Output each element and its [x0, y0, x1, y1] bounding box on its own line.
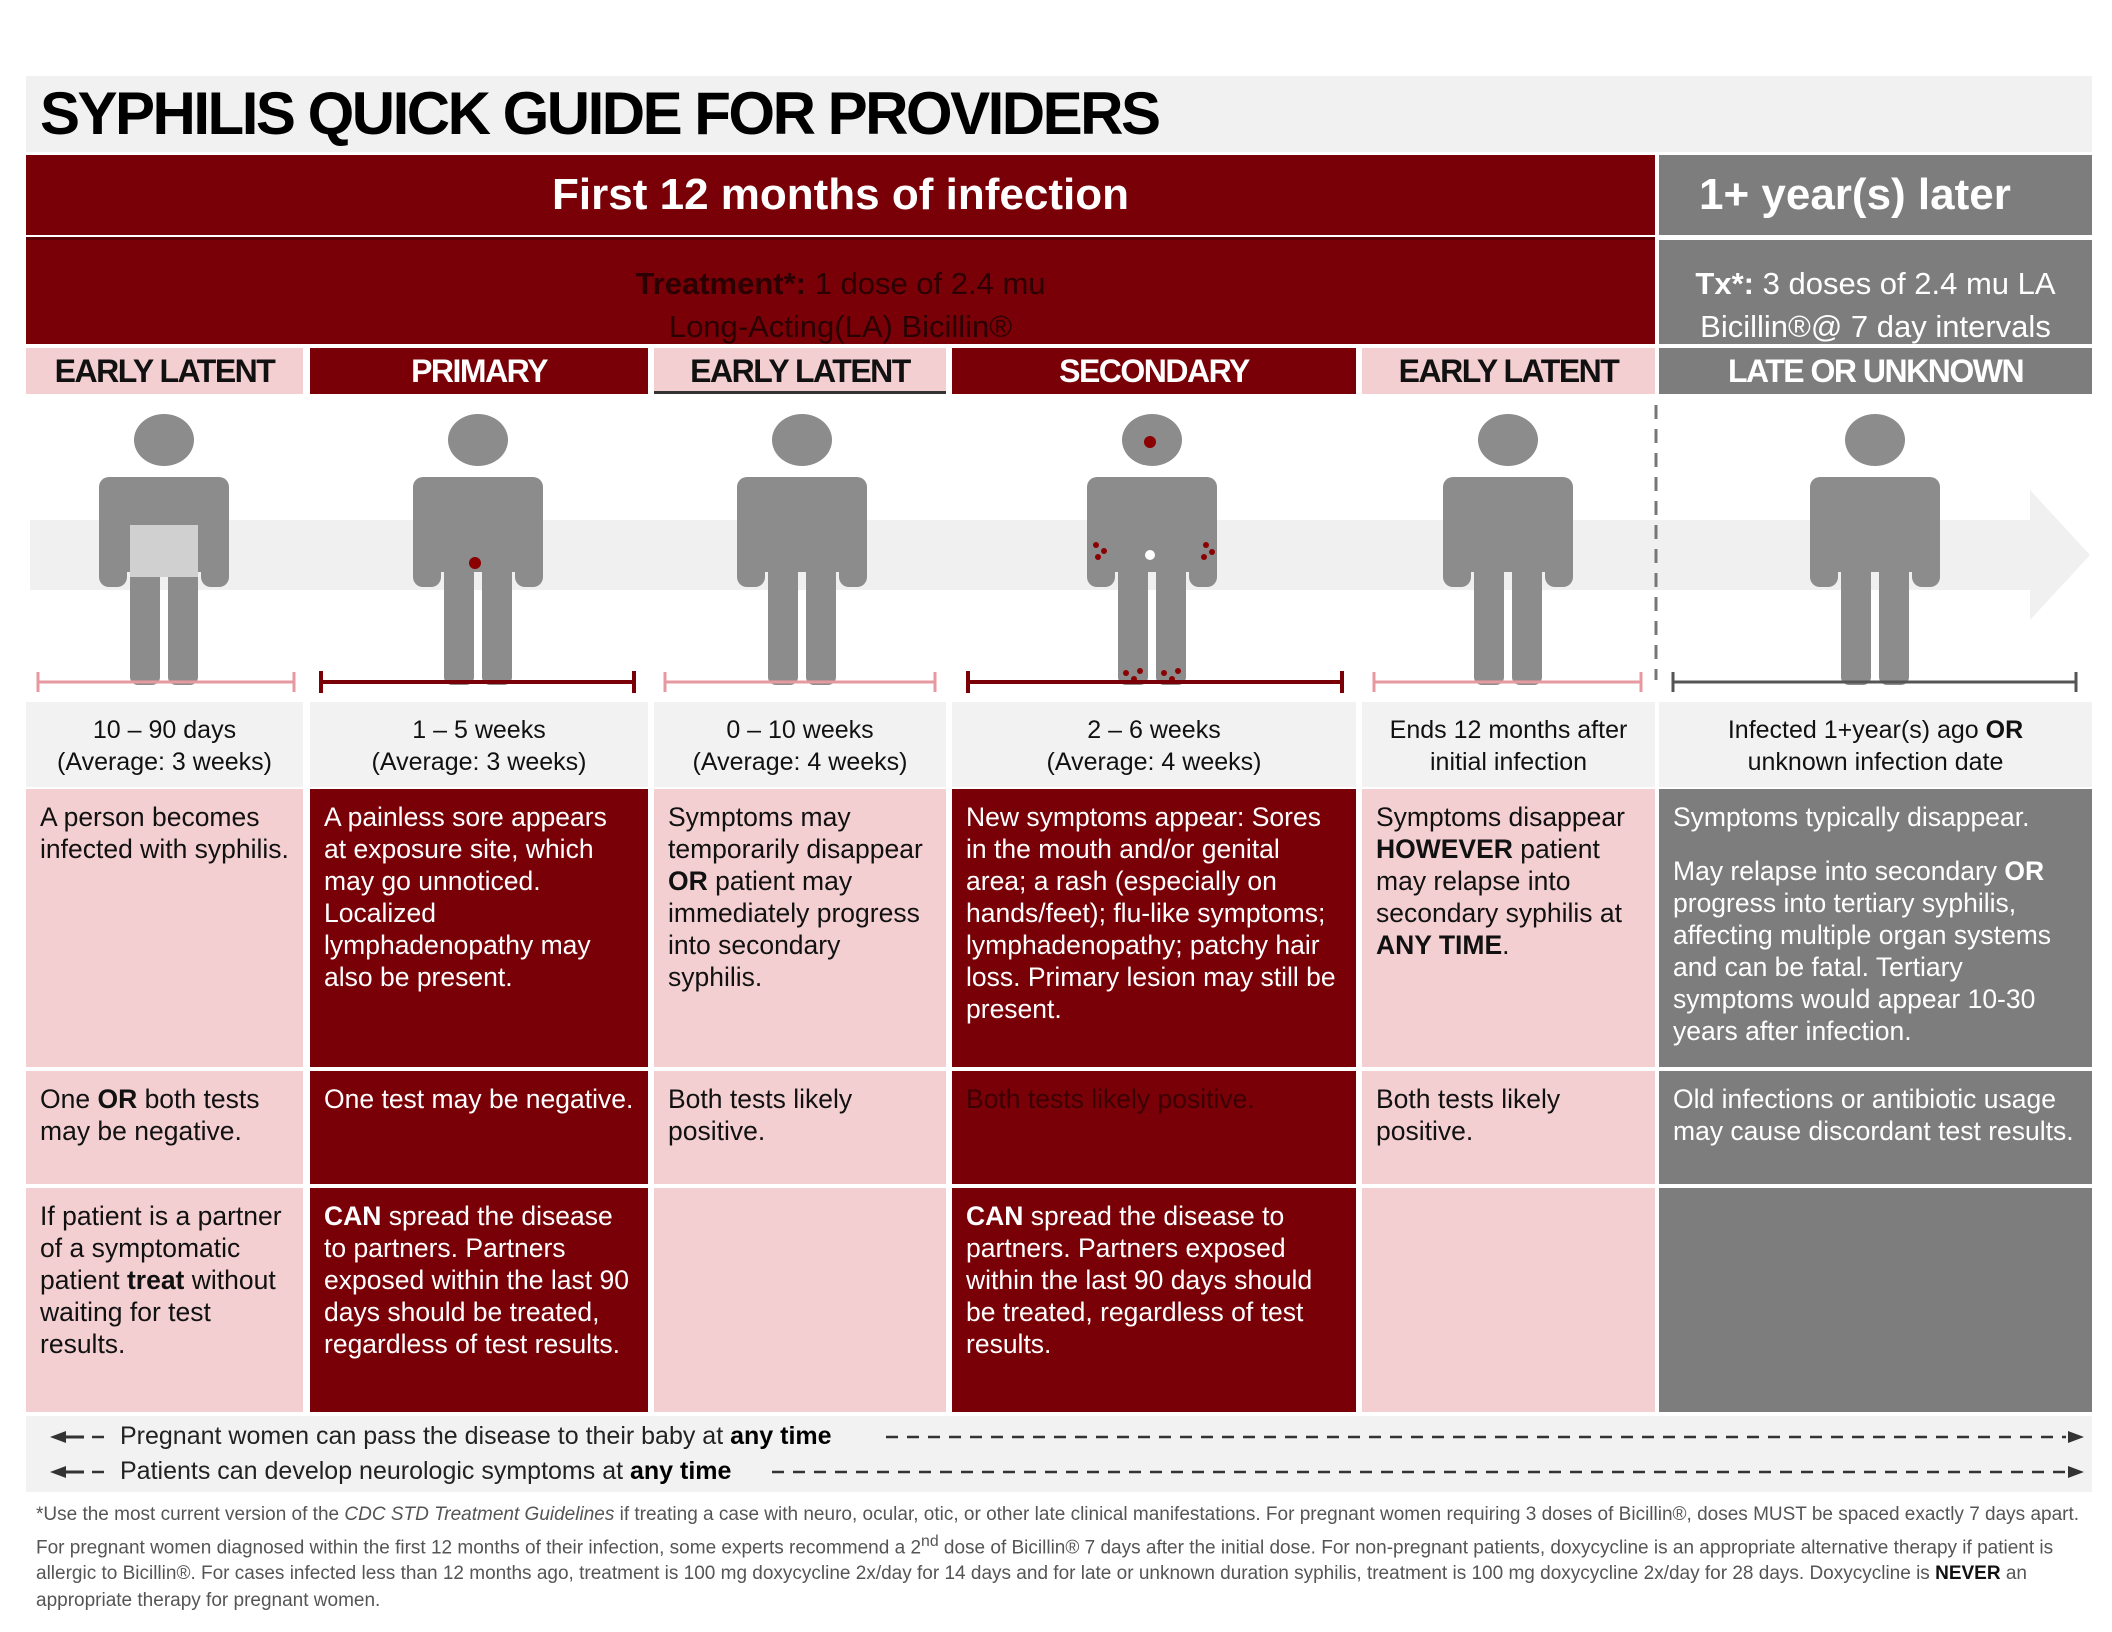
duration-average: unknown infection date [1747, 748, 2004, 776]
treat-emphasis: treat [126, 1265, 185, 1295]
person-figure-5 [1443, 414, 1573, 685]
tests-cell-6 [1659, 1071, 2092, 1184]
stage-primary: PRIMARY [310, 348, 648, 394]
partners-text: spread the disease to partners. Partners exposed within the last 90 days should be treated, regardless of test results. [324, 1201, 629, 1359]
range-bar-2 [321, 671, 634, 693]
guidelines-reference: CDC STD Treatment Guidelines [344, 1504, 615, 1525]
tests-cell-2 [310, 1071, 648, 1184]
symptoms-text: Symptoms disappear [1376, 802, 1625, 832]
timeline-illustration [0, 395, 2112, 700]
later-header: 1+ year(s) later [1659, 155, 2092, 235]
tests-text-cont: both tests may be negative. [40, 1084, 260, 1146]
however-emphasis: HOWEVER [1376, 834, 1513, 864]
symptoms-text-2: May relapse into secondary [1673, 856, 2005, 886]
stage-late-unknown: LATE OR UNKNOWN [1659, 348, 2092, 394]
tests-cell-4 [952, 1071, 1356, 1184]
symptoms-cell-2 [310, 789, 648, 1067]
any-time-emphasis: ANY TIME [1376, 930, 1503, 960]
page-title: SYPHILIS QUICK GUIDE FOR PROVIDERS [40, 80, 1159, 147]
arrow-right-icon [2068, 1466, 2084, 1478]
duration-cell-2 [310, 702, 648, 787]
neuro-note [120, 1454, 731, 1488]
or-emphasis: OR [1985, 716, 2024, 744]
stage-early-latent-1: EARLY LATENT [26, 348, 303, 394]
treatment-line2: Long-Acting(LA) Bicillin® [668, 309, 1013, 344]
duration-range: 10 – 90 days [92, 716, 237, 744]
or-emphasis: OR [668, 866, 708, 896]
duration-range: 1 – 5 weeks [412, 716, 546, 744]
tests-cell-1 [26, 1071, 303, 1184]
tests-text: Old infections or antibiotic usage may cause discordant test results. [1673, 1084, 2074, 1146]
symptoms-cell-6 [1659, 789, 2092, 1067]
tests-text: Both tests likely positive. [966, 1084, 1255, 1114]
duration-average: (Average: 3 weeks) [57, 748, 272, 776]
tests-cell-3 [654, 1071, 946, 1184]
tests-text: One test may be negative. [324, 1084, 634, 1114]
first-12-months-header: First 12 months of infection [26, 155, 1655, 235]
stage-early-latent-2: EARLY LATENT [654, 348, 946, 394]
symptoms-text: Symptoms may temporarily disappear [668, 802, 923, 864]
symptoms-cell-4 [952, 789, 1356, 1067]
duration-average: (Average: 4 weeks) [692, 748, 908, 776]
or-emphasis: OR [97, 1084, 138, 1114]
stage-early-latent-3: EARLY LATENT [1362, 348, 1655, 394]
symptoms-text: A painless sore appears at exposure site, which may go unnoticed. Localized lymphadenopathy may also be present. [324, 802, 607, 992]
never-emphasis: NEVER [1935, 1563, 2001, 1585]
partners-cell-5 [1362, 1188, 1655, 1412]
pregnant-note [120, 1419, 832, 1453]
symptoms-text: A person becomes infected with syphilis. [40, 802, 289, 864]
stage-secondary: SECONDARY [952, 348, 1356, 394]
person-figure-3 [737, 414, 867, 685]
duration-range: 0 – 10 weeks [726, 716, 874, 744]
person-figure-6 [1810, 414, 1940, 685]
duration-average: (Average: 3 weeks) [371, 748, 587, 776]
range-bar-4 [968, 671, 1342, 693]
duration-cell-4 [952, 702, 1356, 787]
can-emphasis: CAN [324, 1201, 382, 1231]
pregnant-note-text: Pregnant women can pass the disease to their baby at [120, 1422, 731, 1450]
symptoms-text-3: progress into tertiary syphilis, affecting multiple organ systems and can be fatal. Tertiary symptoms would appear 10-30 years after infection. [1673, 888, 2052, 1046]
can-emphasis: CAN [966, 1201, 1024, 1231]
tx-line1: 3 doses of 2.4 mu LA [1754, 266, 2056, 301]
duration-range: Ends 12 months after [1389, 716, 1628, 744]
treatment-label: Treatment*: [635, 266, 806, 301]
partners-cell-4 [952, 1188, 1356, 1412]
duration-range: Infected 1+year(s) ago [1727, 716, 1986, 744]
range-bar-1 [38, 672, 294, 692]
duration-cell-1 [26, 702, 303, 787]
person-figure-2 [413, 414, 543, 685]
primary-sore [469, 557, 481, 569]
partners-cell-2 [310, 1188, 648, 1412]
partners-text-cont: without waiting for test results. [40, 1265, 276, 1359]
tx-label: Tx*: [1695, 266, 1754, 301]
footnote-sup: nd [921, 1532, 939, 1550]
range-bar-3 [665, 672, 935, 692]
tests-text: One [40, 1084, 98, 1114]
footnote [36, 1502, 2096, 1614]
partners-cell-3 [654, 1188, 946, 1412]
symptoms-text: New symptoms appear: Sores in the mouth and/or genital area; a rash (especially on hands/feet); flu-like symptoms; lymphadenopathy; patchy hair loss. Primary lesion may still be present. [966, 802, 1336, 1024]
duration-average: (Average: 4 weeks) [1046, 748, 1262, 776]
duration-cell-3 [654, 702, 946, 787]
partners-cell-6 [1659, 1188, 2092, 1412]
symptoms-text-cont: patient may immediately progress into secondary syphilis. [668, 866, 920, 992]
duration-average: initial infection [1429, 748, 1588, 776]
duration-cell-6 [1659, 702, 2092, 787]
duration-range: 2 – 6 weeks [1087, 716, 1221, 744]
tx-box [1659, 240, 2092, 344]
duration-cell-5 [1362, 702, 1655, 787]
footnote-text-4: an appropriate therapy for pregnant women. [36, 1563, 2027, 1611]
symptoms-text-cont: patient may relapse into secondary syphilis at [1376, 834, 1622, 928]
any-time-emphasis: any time [630, 1457, 732, 1485]
any-time-emphasis: any time [730, 1422, 832, 1450]
treatment-box [26, 240, 1655, 344]
timeline-arrow [30, 490, 2090, 620]
treatment-line1: 1 dose of 2.4 mu [806, 266, 1046, 301]
partners-cell-1 [26, 1188, 303, 1412]
footnote-text-3: dose of Bicillin® 7 days after the initial dose. For non-pregnant patients, doxycycline is an appropriate alternative therapy if patient is allergic to Bicillin®. For cases infected less than 12 months ago, treatment is 100 mg doxycycline 2x/day for 14 days and for late or unknown duration syphilis, treatment is 100 mg doxycycline 2x/day for 28 days. Doxycycline is [36, 1536, 2054, 1585]
tx-line2: Bicillin®@ 7 day intervals [1700, 309, 2051, 344]
symptoms-cell-5 [1362, 789, 1655, 1067]
or-emphasis: OR [2004, 856, 2045, 886]
symptoms-text: Symptoms typically disappear. [1673, 802, 2030, 832]
arrow-right-icon [2068, 1431, 2084, 1443]
range-bar-6 [1673, 672, 2076, 692]
tests-cell-5 [1362, 1071, 1655, 1184]
person-figure-1 [99, 414, 229, 685]
tests-text: Both tests likely positive. [668, 1084, 853, 1146]
partners-text: If patient is a partner of a symptomatic patient [40, 1201, 282, 1295]
footnote-text: *Use the most current version of the [36, 1504, 345, 1525]
symptoms-cell-3 [654, 789, 946, 1067]
tests-text: Both tests likely positive. [1376, 1084, 1561, 1146]
partners-text: spread the disease to partners. Partners exposed within the last 90 days should be treated, regardless of test results. [966, 1201, 1313, 1359]
symptoms-cell-1 [26, 789, 303, 1067]
neuro-note-text: Patients can develop neurologic symptoms at [120, 1457, 630, 1485]
person-figure-4 [1087, 414, 1217, 685]
range-bar-5 [1374, 672, 1641, 692]
footnote-text-2: if treating a case with neuro, ocular, otic, or other late clinical manifestations. For pregnant women requiring 3 doses of Bicillin®, doses MUST be spaced exactly 7 days apart. For pregnant women diagnosed within the first 12 months of their infection, some experts recommend a 2 [36, 1504, 2080, 1558]
symptoms-text-end: . [1502, 930, 1510, 960]
